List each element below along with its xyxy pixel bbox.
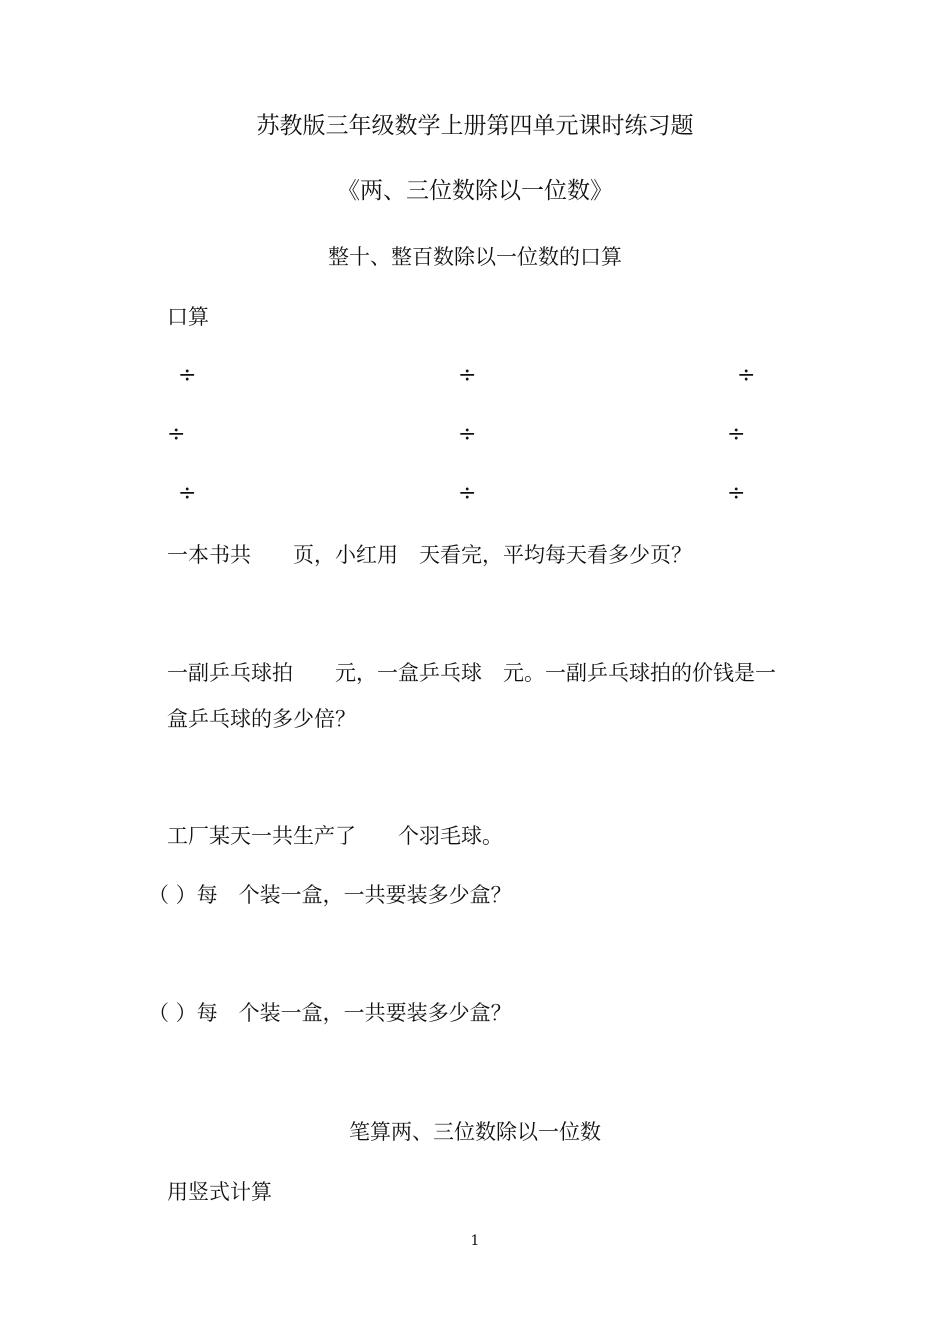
problem-1: 一本书共 页，小红用 天看完，平均每天看多少页？ [167,543,692,567]
section2-heading: 笔算两、三位数除以一位数 [349,1120,601,1144]
division-operator-8: ÷ [458,481,477,506]
division-operator-3: ÷ [737,363,756,388]
problem-3-question-1: （ ）每 个装一盒，一共要装多少盒？ [148,883,512,907]
division-operator-5: ÷ [458,422,477,447]
section1-label: 口算 [167,305,209,329]
page-number: 1 [470,1233,480,1249]
document-title: 苏教版三年级数学上册第四单元课时练习题 [256,113,694,139]
division-operator-6: ÷ [727,422,746,447]
problem-2-line-1: 一副乒乓球拍 元，一盒乒乓球 元。一副乒乓球拍的价钱是一 [167,661,776,685]
document-subtitle: 《两、三位数除以一位数》 [337,178,613,204]
section1-heading: 整十、整百数除以一位数的口算 [328,245,622,269]
division-operator-2: ÷ [458,363,477,388]
division-operator-4: ÷ [167,422,186,447]
division-operator-7: ÷ [178,481,197,506]
division-operator-9: ÷ [727,481,746,506]
problem-2-line-2: 盒乒乓球的多少倍？ [167,707,356,731]
problem-3-question-2: （ ）每 个装一盒，一共要装多少盒？ [148,1001,512,1025]
problem-3-intro: 工厂某天一共生产了 个羽毛球。 [167,824,503,848]
section2-label: 用竖式计算 [167,1180,272,1204]
division-operator-1: ÷ [178,363,197,388]
